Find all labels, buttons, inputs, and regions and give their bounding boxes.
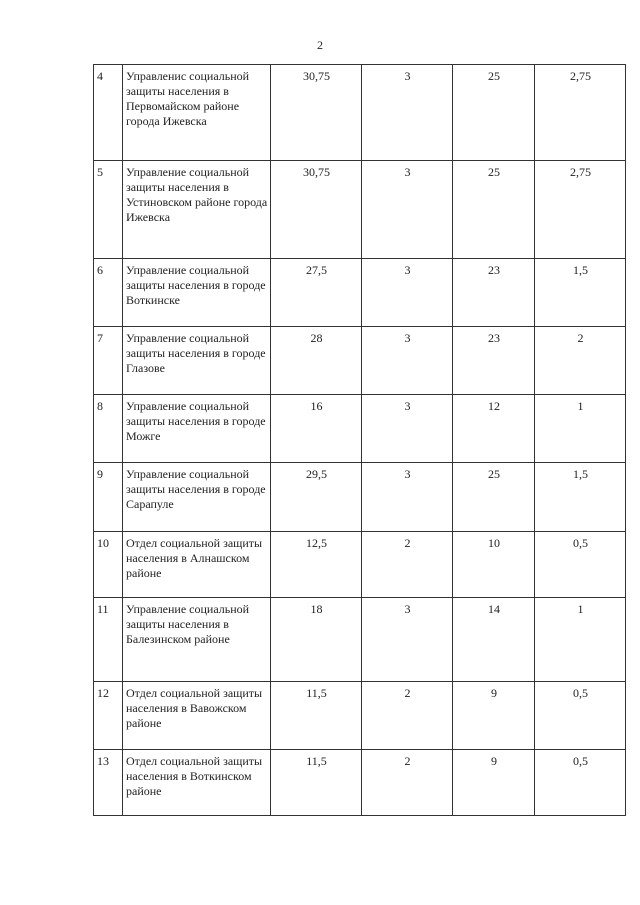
value-cell: 3 (362, 327, 453, 395)
row-number: 13 (94, 750, 123, 816)
value-cell: 9 (453, 682, 535, 750)
value-cell: 23 (453, 327, 535, 395)
row-number: 5 (94, 161, 123, 259)
value-cell: 0,5 (535, 532, 626, 598)
value-cell: 12 (453, 395, 535, 463)
value-cell: 3 (362, 395, 453, 463)
department-name: Управление социальной защиты населения в городе Глазове (123, 327, 271, 395)
value-cell: 12,5 (271, 532, 362, 598)
table-row (94, 532, 626, 598)
row-number: 4 (94, 65, 123, 161)
table-row (94, 327, 626, 395)
value-cell: 11,5 (271, 750, 362, 816)
page-number: 2 (317, 38, 323, 52)
department-name: Управление социальной защиты населения в городе Воткинске (123, 259, 271, 327)
value-cell: 1 (535, 598, 626, 682)
table-row (94, 463, 626, 532)
department-name: Управление социальной защиты населения в городе Сарапуле (123, 463, 271, 532)
value-cell: 11,5 (271, 682, 362, 750)
department-name: Управленис социальной защиты населения в Первомайском районе города Ижевска (123, 65, 271, 161)
value-cell: 29,5 (271, 463, 362, 532)
value-cell: 28 (271, 327, 362, 395)
department-name: Управление социальной защиты населения в городе Можге (123, 395, 271, 463)
value-cell: 2 (362, 750, 453, 816)
value-cell: 3 (362, 161, 453, 259)
table-row (94, 598, 626, 682)
value-cell: 2 (535, 327, 626, 395)
row-number: 7 (94, 327, 123, 395)
department-name: Отдел социальной защиты населения в Алнашском районе (123, 532, 271, 598)
value-cell: 25 (453, 161, 535, 259)
value-cell: 14 (453, 598, 535, 682)
value-cell: 1,5 (535, 259, 626, 327)
table-row (94, 259, 626, 327)
value-cell: 30,75 (271, 161, 362, 259)
staff-table (93, 64, 626, 816)
value-cell: 3 (362, 65, 453, 161)
department-name: Отдел социальной защиты населения в Воткинском районе (123, 750, 271, 816)
row-number: 6 (94, 259, 123, 327)
department-name: Управление социальной защиты населения в Устиновском районе города Ижевска (123, 161, 271, 259)
value-cell: 2,75 (535, 65, 626, 161)
value-cell: 10 (453, 532, 535, 598)
value-cell: 0,5 (535, 682, 626, 750)
value-cell: 18 (271, 598, 362, 682)
value-cell: 16 (271, 395, 362, 463)
value-cell: 0,5 (535, 750, 626, 816)
value-cell: 1,5 (535, 463, 626, 532)
row-number: 10 (94, 532, 123, 598)
value-cell: 25 (453, 463, 535, 532)
department-name: Отдел социальной защиты населения в Вавожском районе (123, 682, 271, 750)
table-row (94, 395, 626, 463)
value-cell: 2 (362, 532, 453, 598)
value-cell: 23 (453, 259, 535, 327)
value-cell: 30,75 (271, 65, 362, 161)
value-cell: 2,75 (535, 161, 626, 259)
table-row (94, 65, 626, 161)
value-cell: 3 (362, 259, 453, 327)
table-row (94, 161, 626, 259)
value-cell: 25 (453, 65, 535, 161)
department-name: Управление социальной защиты населения в Балезинском районе (123, 598, 271, 682)
row-number: 11 (94, 598, 123, 682)
value-cell: 2 (362, 682, 453, 750)
value-cell: 27,5 (271, 259, 362, 327)
row-number: 9 (94, 463, 123, 532)
row-number: 8 (94, 395, 123, 463)
table-row (94, 750, 626, 816)
value-cell: 3 (362, 463, 453, 532)
row-number: 12 (94, 682, 123, 750)
value-cell: 1 (535, 395, 626, 463)
value-cell: 9 (453, 750, 535, 816)
table-row (94, 682, 626, 750)
value-cell: 3 (362, 598, 453, 682)
